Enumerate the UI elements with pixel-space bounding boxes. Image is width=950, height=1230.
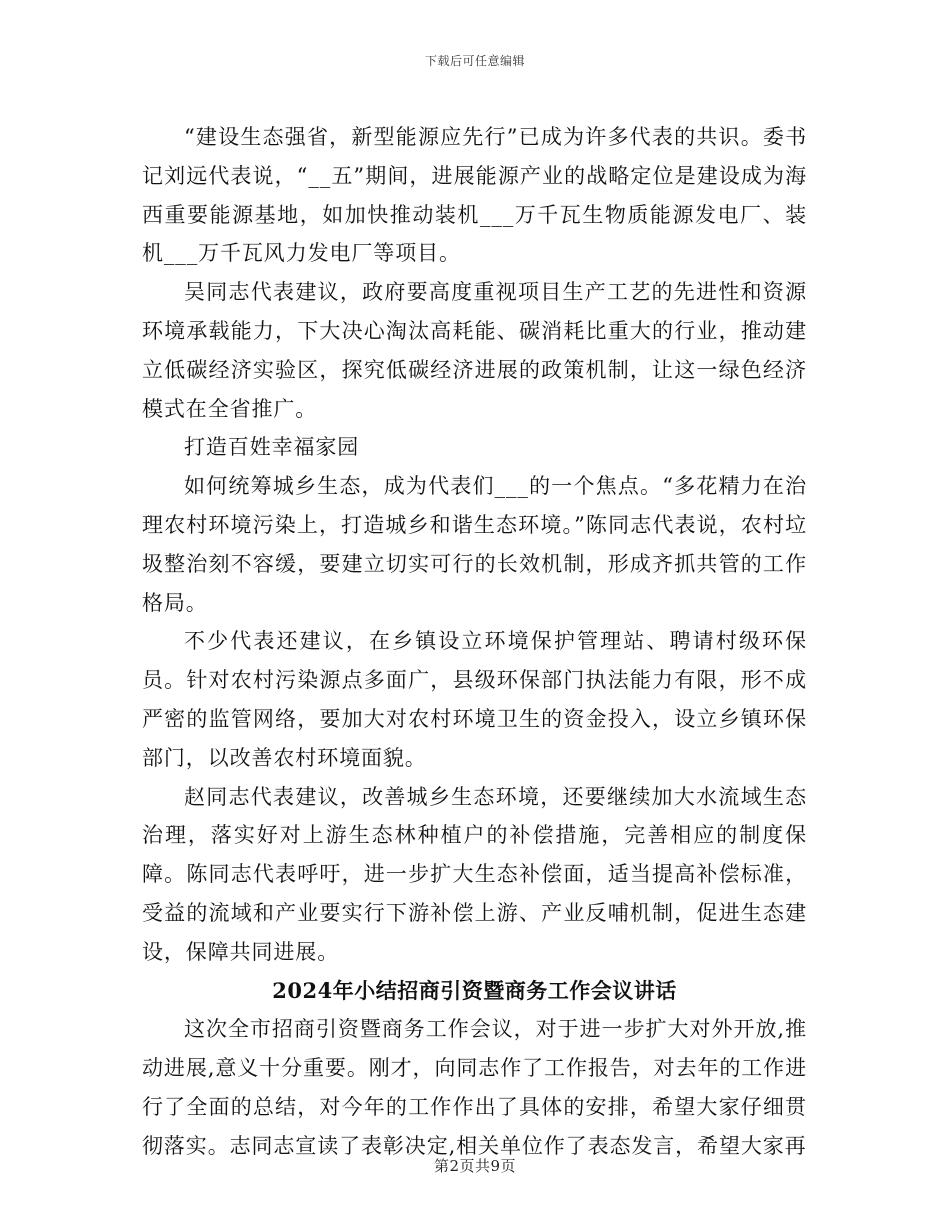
page-number-footer: 第2页共9页 — [433, 1157, 517, 1175]
document-body — [142, 118, 807, 1166]
document-title: 2024年小结招商引资暨商务工作会议讲话 — [272, 977, 677, 1003]
paragraph-urban-rural: 如何统筹城乡生态，成为代表们___的一个焦点。“多花精力在治理农村环境污染上，打造城乡和谐生态环境。”陈同志代表说，农村垃圾整治刻不容缓，要建立切实可行的长效机制，形成齐抓共管的工作格局。 — [142, 474, 807, 615]
page-header-note: 下载后可任意编辑 — [424, 54, 525, 68]
paragraph-ecological-compensation: 赵同志代表建议，改善城乡生态环境，还要继续加大水流域生态治理，落实好对上游生态林种植户的补偿措施，完善相应的制度保障。陈同志代表呼吁，进一步扩大生态补偿面，适当提高补偿标准，受益的流域和产业要实行下游补偿上游、产业反哺机制，促进生态建设，保障共同进展。 — [142, 784, 807, 964]
paragraph-low-carbon: 吴同志代表建议，政府要高度重视项目生产工艺的先进性和资源环境承载能力，下大决心淘汰高耗能、碳消耗比重大的行业，推动建立低碳经济实验区，探究低碳经济进展的政策机制，让这一绿色经济模式在全省推广。 — [142, 280, 807, 421]
section-heading-happy-home: 打造百姓幸福家园 — [184, 435, 360, 460]
paragraph-speech-opening: 这次全市招商引资暨商务工作会议，对于进一步扩大对外开放,推动进展,意义十分重要。刚才，向同志作了工作报告，对去年的工作进行了全面的总结，对今年的工作作出了具体的安排，希望大家仔细贯彻落实。志同志宣读了表彰决定,相关单位作了表态发言，希望大家再 — [142, 1017, 807, 1158]
paragraph-energy-consensus: “建设生态强省，新型能源应先行”已成为许多代表的共识。委书记刘远代表说，“__五”期间，进展能源产业的战略定位是建设成为海西重要能源基地，如加快推动装机___万千瓦生物质能源发电厂、装机___万千瓦风力发电厂等项目。 — [142, 125, 807, 266]
paragraph-township-stations: 不少代表还建议，在乡镇设立环境保护管理站、聘请村级环保员。针对农村污染源点多面广，县级环保部门执法能力有限，形不成严密的监管网络，要加大对农村环境卫生的资金投入，设立乡镇环保部门，以改善农村环境面貌。 — [142, 629, 807, 770]
